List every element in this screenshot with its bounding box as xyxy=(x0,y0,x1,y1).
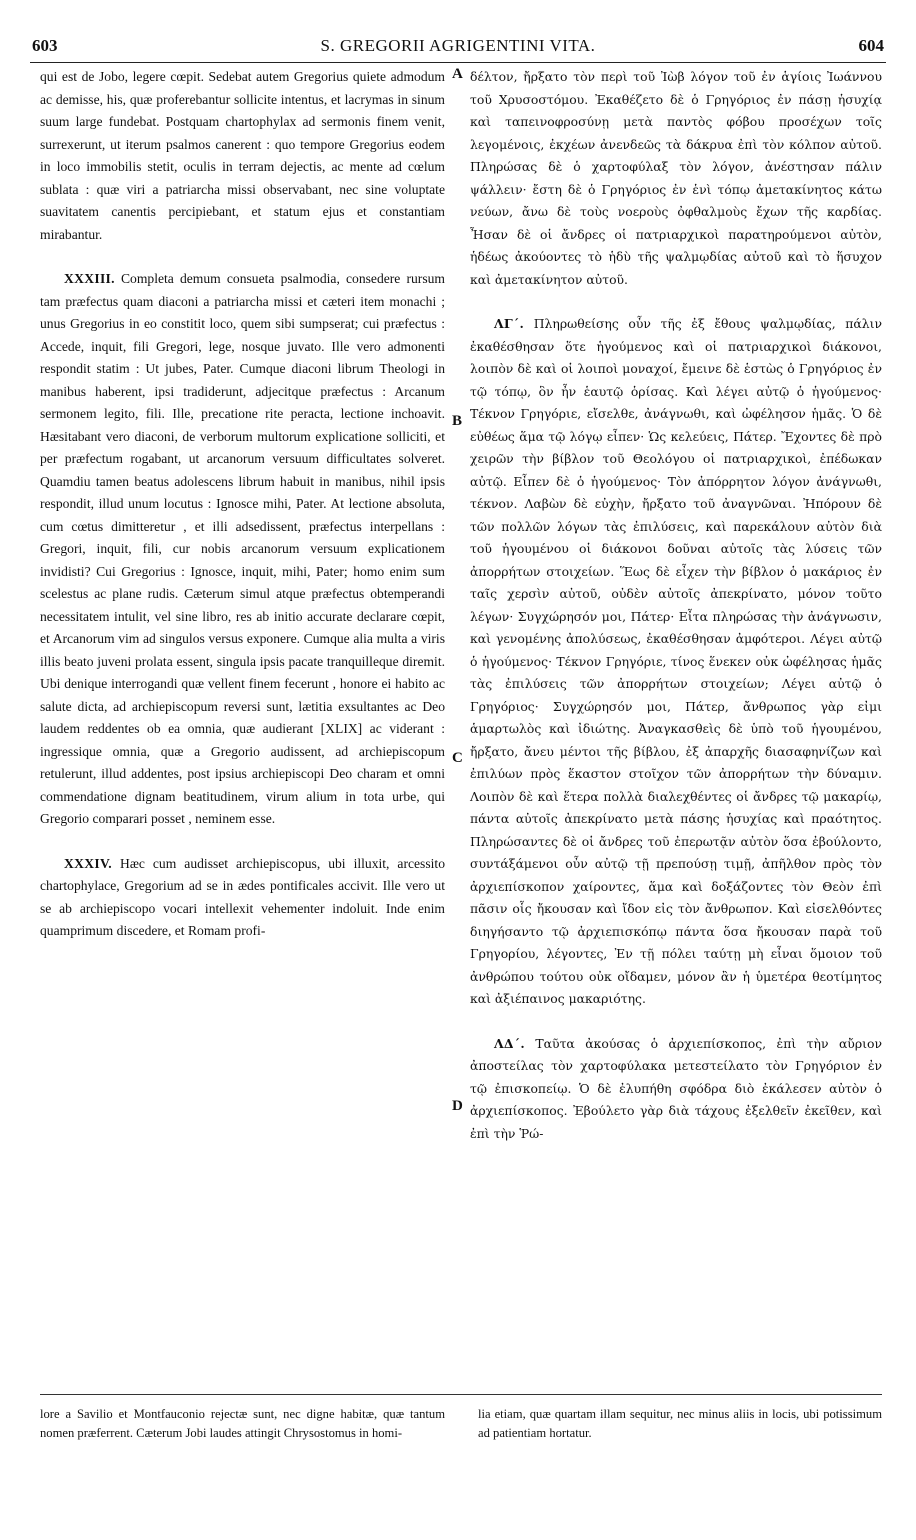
latin-section-33-text: Completa demum consueta psalmodia, consedere rursum tam præfectus quam diaconi a patriarcha missi et cæteri item monachi ; unus Gregorius in eo constitit loco, quem sibi sumpserat; cui præfectus : Accede, inquit, fili Gregori, lege, nosque juvato. Ille vero admonenti respondit statim : Ut jubes, Pater. Cumque diaconi librum Theologi in manibus haberent, ipsi tradiderunt, adjecitque præfectus : Arcanum sermonem legito, fili. Ille, precatione rite peracta, lectione inchoavit. Hæsitabant vero diaconi, de verborum multorum explicatione solliciti, et per præfectum rogabant, ut arcanorum versuum difficultates solveret. Quamdiu tamen beatus adolescens librum habuit in manibus, nihil ipsis respondit, illud unum locutus : Ignosce mihi, Pater. At lectione absoluta, cum cœtus dimitteretur , et illi adsedissent, præfectus interpellans : Gregori, inquit, fili, cur nobis arcanorum versuum explicationem invidisti? Cui Gregorius : Ignosce, inquit, mihi, Pater; homo enim sum scelestus ac plane rudis. Cæterum simul atque præfectus obtemperandi necessitatem intulit, vel sine libro, res ab initio accurate declarare cœpit, et Arcanorum vim ad singulos versus exponere. Cumque alia multa a viris illis beato juveni prolata essent, singula ipsis pacate tranquilleque diremit. Ubi denique interrogandi quæ vellent finem fecerunt , honore ei habito ac salute dicta, ad archiepiscopum reversi sunt, lætitia exsultantes ac Deo laudem reddentes ob ea omnia, quæ audierant [XLIX] ac viderant : ingressique omnia, quæ a Gregorio audissent, ad archiepiscopum retulerunt, illud addentes, post ipsius archiepiscopi Deo charam et omni commendatione dignam beatitudinem, virum alium in tota urbe, qui Gregorio comparari posset , neminem esse. xyxy=(40,271,445,826)
greek-section-34-number: ΛΔ΄. xyxy=(494,1035,525,1051)
right-page-number: 604 xyxy=(858,36,884,55)
greek-paragraph-continued: δέλτον, ἤρξατο τὸν περὶ τοῦ Ἰὼβ λόγον τοῦ ἐν ἁγίοις Ἰωάννου τοῦ Χρυσοστόμου. Ἐκαθέζετο δὲ ὁ Γρηγόριος ἐν πάσῃ ἡσυχίᾳ καὶ ταπεινοφροσύνῃ μετὰ παντὸς φόβου προσέχων τοῖς λεγομένοις, ἐκχέων ἀνενδεῶς τὰ δάκρυα ἐπὶ τὸν κόλπον αὐτοῦ. Πληρώσας δὲ ὁ χαρτοφύλαξ τὸν λόγον, ἀνέστησαν πάλιν ψάλλειν· ἔστη δὲ ὁ Γρηγόριος ἐν ἑνὶ τόπῳ ἀμετακίνητος κάτω νεύων, ἄνω δὲ τοὺς νοεροὺς ὀφθαλμοὺς ἔχων τῆς καρδίας. Ἦσαν δὲ οἱ ἄνδρες οἱ πατριαρχικοὶ παρατηρούμενοι αὐτὸν, ἡδέως ἀκούοντες τὸ ἡδὺ τῆς ψαλμῳδίας αὐτοῦ καὶ τὸ ἥσυχον καὶ ἀμετακίνητον αὐτοῦ. xyxy=(470,69,882,287)
greek-section-34-text: Ταῦτα ἀκούσας ὁ ἀρχιεπίσκοπος, ἐπὶ τὴν αὔριον ἀποστείλας τὸν χαρτοφύλακα μετεστείλατο τὸν Γρηγόριον ἐν τῷ ἐπισκοπείῳ. Ὁ δὲ ἐλυπήθη σφόδρα διὸ ἐκάλεσεν αὐτὸν ὁ ἀρχιεπίσκοπος. Ἐβούλετο γὰρ διὰ τάχους ἐξελθεῖν ἐκεῖθεν, καὶ ἐπὶ τὴν Ῥώ- xyxy=(470,1035,882,1141)
latin-section-34 xyxy=(40,853,445,943)
margin-marker-b: B xyxy=(452,413,463,429)
running-header xyxy=(30,30,886,63)
margin-marker-c: C xyxy=(452,750,463,766)
latin-section-34-number: XXXIV. xyxy=(64,855,113,871)
running-title: S. GREGORII AGRIGENTINI VITA. xyxy=(320,36,596,55)
greek-section-33 xyxy=(470,313,882,1011)
latin-column xyxy=(40,66,445,943)
margin-marker-a: A xyxy=(452,66,463,82)
greek-section-34 xyxy=(470,1033,882,1146)
footnote-divider xyxy=(40,1394,882,1395)
footnote-right: lia etiam, quæ quartam illam sequitur, nec minus aliis in locis, ubi potissimum ad patientiam hortatur. xyxy=(478,1407,882,1440)
latin-section-33-number: XXXIII. xyxy=(64,271,115,286)
latin-section-33 xyxy=(40,268,445,831)
left-page-number: 603 xyxy=(32,36,58,55)
greek-section-33-text: Πληρωθείσης οὖν τῆς ἐξ ἔθους ψαλμῳδίας, πάλιν ἐκαθέσθησαν ὅτε ἡγούμενος καὶ οἱ πατριαρχικοὶ διάκονοι, λοιπὸν δὲ καὶ οἱ λοιποὶ μοναχοί, ἔμεινε δὲ ἑστὼς ὁ Γρηγόριος ἐν τῷ τόπῳ, ὃν ἦν ἑαυτῷ ὁρίσας. Καὶ λέγει αὐτῷ ὁ ἡγούμενος· Τέκνον Γρηγόριε, εἴσελθε, ἀνάγνωθι, καὶ ὠφέλησον ἡμᾶς. Ὁ δὲ εὐθέως ἅμα τῷ λόγῳ εἶπεν· Ὡς κελεύεις, Πάτερ. Ἔχοντες δὲ πρὸ χειρῶν τὴν βίβλον τοῦ Θεολόγου οἱ πατριαρχικοὶ, ἐπέδωκαν αὐτῷ. Εἶπεν δὲ ὁ ἡγούμενος· Τὸν ἀπόρρητον λόγον ἀνάγνωθι, τέκνον. Λαβὼν δὲ εὐχὴν, ἤρξατο τοῦ ἀναγνῶναι. Ἠπόρουν δὲ τῶν πολλῶν λόγων τὰς ἐπιλύσεις, καὶ παρεκάλουν αὐτὸν διὰ τοῦ ἡγουμένου οἱ διάκονοι δοῦναι αὐτοῖς τὰς λύσεις τῶν ἀπορρήτων στοιχείων. Ἕως δὲ εἶχεν τὴν βίβλον ὁ μακάριος ἐν ταῖς χερσὶν αὐτοῦ, οὐδὲν αὐτοῖς ἀπεκρίνατο, μόνον τοῦτο λέγων· Συγχώρησόν μοι, Πάτερ· Εἶτα πληρώσας τὴν ἀνάγνωσιν, καὶ γενομένης ἀπολύσεως, ἐκαθέσθησαν ἀμφότεροι. Λέγει αὐτῷ ὁ ἡγούμενος· Τέκνον Γρηγόριε, τίνος ἕνεκεν οὐκ ὠφέλησας ἡμᾶς τὰς ἐπιλύσεις τῶν ἀπορρήτων στοιχείων; Λέγει αὐτῷ ὁ Γρηγόριος· Συγχώρησόν μοι, Πάτερ, ἄνθρωπος γὰρ εἰμι ἁμαρτωλὸς καὶ ἰδιώτης. Ἀναγκασθεὶς δὲ ὑπὸ τοῦ ἡγουμένου, ἤρξατο, ἄνευ μέντοι τῆς βίβλου, ἐξ ἀπαρχῆς διασαφηνίζων καὶ ἐπιλύων πρὸς ἕκαστον στοῖχον τῶν ἀπορρήτων τὴν δύναμιν. Λοιπὸν δὲ καὶ ἕτερα πολλὰ διαλεχθέντες οἱ ἄνδρες τῷ μακαρίῳ, πάντα αὐτοῖς ἀπεκρίνατο μετὰ πάσης ἡσυχίας καὶ πραότητος. Πληρώσαντες δὲ οἱ ἄνδρες τοῦ ἐπερωτᾷν αὐτὸν ὅσα ἐβούλοντο, συντάξάμενοι οὖν αὐτῷ τῇ πρεπούσῃ τιμῇ, ἀπῆλθον πρὸς τὸν ἀρχιεπίσκοπον χαίροντες, ἅμα καὶ δοξάζοντες τὸν Θεὸν ἐπὶ πᾶσιν οἷς ἤκουσαν καὶ ἴδον εἰς τὸν ἄνθρωπον. Καὶ εἰσελθόντες διηγήσαντο τῷ ἀρχιεπισκόπῳ πάντα ὅσα ἤκουσαν παρὰ τοῦ Γρηγορίου, λέγοντες, Ἐν τῇ πόλει ταύτῃ μὴ εἶναι ὅμοιον τοῦ ἀνθρώπου τούτου οὐκ οἴδαμεν, μόνον ἂν ἡ ὑμετέρα θεοτίμητος καὶ ἀξιέπαινος μακαριότης. xyxy=(470,316,882,1006)
greek-section-33-number: ΛΓ΄. xyxy=(494,316,525,331)
margin-marker-d: D xyxy=(452,1098,463,1114)
greek-column xyxy=(470,66,882,1145)
latin-section-34-text: Hæc cum audisset archiepiscopus, ubi illuxit, arcessito chartophylace, Gregorium ad se in ædes pontificales accivit. Ille vero ut se ab archiepiscopo vocari intellexit vehementer indoluit. Inde enim quamprimum discedere, et Romam profi- xyxy=(40,855,445,938)
footnote-left: lore a Savilio et Montfauconio rejectæ sunt, nec digne habitæ, quæ tantum nomen præferrent. Cæterum Jobi laudes attingit Chrysostomus in homi- xyxy=(40,1407,445,1440)
latin-paragraph-continued: qui est de Jobo, legere cœpit. Sedebat autem Gregorius quiete admodum ac demisse, his, quæ proferebantur sollicite intentus, et lacrymas in sinum suum large fundebat. Postquam chartophylax ad sermonis finem venit, surrexerunt, ut iterum psalmos canerent : quo tempore Gregorius eodem in loco immobilis stetit, oculis in terram dejectis, ac mente ad cœlum sublata : quæ viri a patriarcha missi observabant, nec sine voluptate suavitatem canentis percipiebant, et statum ejus et constantiam mirabantur. xyxy=(40,69,445,242)
